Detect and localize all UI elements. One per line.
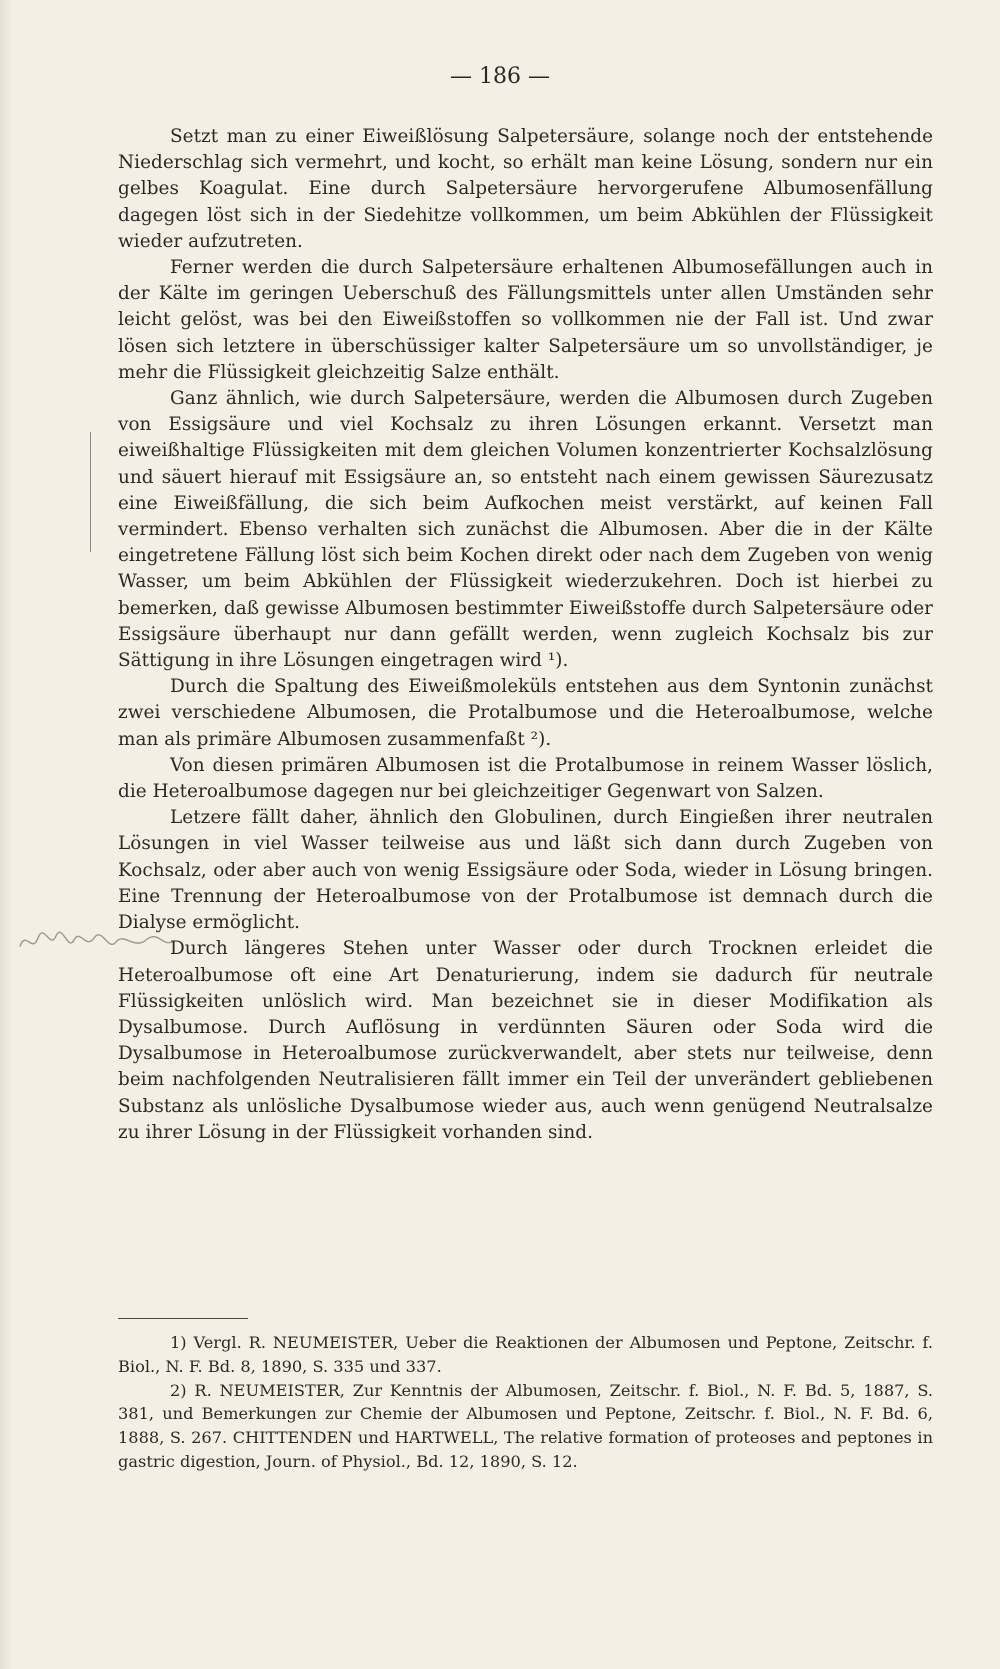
paragraph: Durch längeres Stehen unter Wasser oder durch Trocknen erleidet die Heteroalbumose oft eine Art Denaturierung, indem sie dadurch für neutrale Flüssigkeiten unlöslich wird. Man bezeichnet sie in dieser Modifikation als Dysalbumose. Durch Auflösung in verdünnten Säuren oder Soda wird die Dysalbumose in Heteroalbumose zurückverwandelt, aber stets nur teilweise, denn beim nachfolgenden Neutralisieren fällt immer ein Teil der unverändert gebliebenen Substanz als unlösliche Dysalbumose wieder aus, auch wenn genügend Neutralsalze zu ihrer Lösung in der Flüssigkeit vorhanden sind. xyxy=(118,938,933,1143)
paragraph: Durch die Spaltung des Eiweißmoleküls entstehen aus dem Syntonin zunächst zwei verschiedene Albumosen, die Protalbumose und die Heteroalbumose, welche man als primäre Albumosen zusammenfaßt ²). xyxy=(118,676,933,750)
main-text xyxy=(118,124,933,1146)
paragraph: Setzt man zu einer Eiweißlösung Salpetersäure, solange noch der entstehende Niederschlag sich vermehrt, und kocht, so erhält man keine Lösung, sondern nur ein gelbes Koagulat. Eine durch Salpetersäure hervorgerufene Albumosenfällung dagegen löst sich in der Siedehitze vollkommen, um beim Abkühlen der Flüssigkeit wieder aufzutreten. xyxy=(118,126,933,252)
footnotes xyxy=(118,1331,933,1474)
paragraph: Ganz ähnlich, wie durch Salpetersäure, werden die Albumosen durch Zugeben von Essigsäure und viel Kochsalz zu ihren Lösungen erkannt. Versetzt man eiweißhaltige Flüssigkeiten mit dem gleichen Volumen konzentrierter Kochsalzlösung und säuert hierauf mit Essigsäure an, so entsteht nach einem gewissen Säurezusatz eine Eiweißfällung, die sich beim Aufkochen meist verstärkt, auf keinen Fall vermindert. Ebenso verhalten sich zunächst die Albumosen. Aber die in der Kälte eingetretene Fällung löst sich beim Kochen direkt oder nach dem Zugeben von wenig Wasser, um beim Abkühlen der Flüssigkeit wiederzukehren. Doch ist hierbei zu bemerken, daß gewisse Albumosen bestimmter Eiweißstoffe durch Salpetersäure oder Essigsäure überhaupt nur dann gefällt werden, wenn zugleich Kochsalz bis zur Sättigung in ihre Lösungen eingetragen wird ¹). xyxy=(118,388,933,672)
page-edge-shadow xyxy=(0,0,12,1669)
paragraph: Von diesen primären Albumosen ist die Protalbumose in reinem Wasser löslich, die Heteroalbumose dagegen nur bei gleichzeitiger Gegenwart von Salzen. xyxy=(118,754,933,803)
paragraph: Letzere fällt daher, ähnlich den Globulinen, durch Eingießen ihrer neutralen Lösungen in viel Wasser teilweise aus und läßt sich dann durch Zugeben von Kochsalz, oder aber auch von wenig Essigsäure oder Soda, wieder in Lösung bringen. Eine Trennung der Heteroalbumose von der Protalbumose ist demnach durch die Dialyse ermöglicht. xyxy=(118,807,933,934)
footnote-1: 1) Vergl. R. NEUMEISTER, Ueber die Reaktionen der Albumosen und Peptone, Zeitschr. f. Biol., N. F. Bd. 8, 1890, S. 335 und 337. xyxy=(118,1333,933,1376)
footnote-separator xyxy=(118,1318,248,1319)
page-number: — 186 — xyxy=(450,64,550,89)
margin-pencil-mark xyxy=(90,432,99,552)
footnote-2: 2) R. NEUMEISTER, Zur Kenntnis der Albumosen, Zeitschr. f. Biol., N. F. Bd. 5, 1887, S. 381, und Bemerkungen zur Chemie der Albumosen und Peptone, Zeitschr. f. Biol., N. F. Bd. 6, 1888, S. 267. CHITTENDEN und HARTWELL, The relative formation of proteoses and peptones in gastric digestion, Journ. of Physiol., Bd. 12, 1890, S. 12. xyxy=(118,1380,933,1471)
paragraph: Ferner werden die durch Salpetersäure erhaltenen Albumosefällungen auch in der Kälte im geringen Ueberschuß des Fällungsmittels unter allen Umständen sehr leicht gelöst, was bei den Eiweißstoffen so vollkommen nie der Fall ist. Und zwar lösen sich letztere in überschüssiger kalter Salpetersäure um so unvollständiger, je mehr die Flüssigkeit gleichzeitig Salze enthält. xyxy=(118,257,933,383)
